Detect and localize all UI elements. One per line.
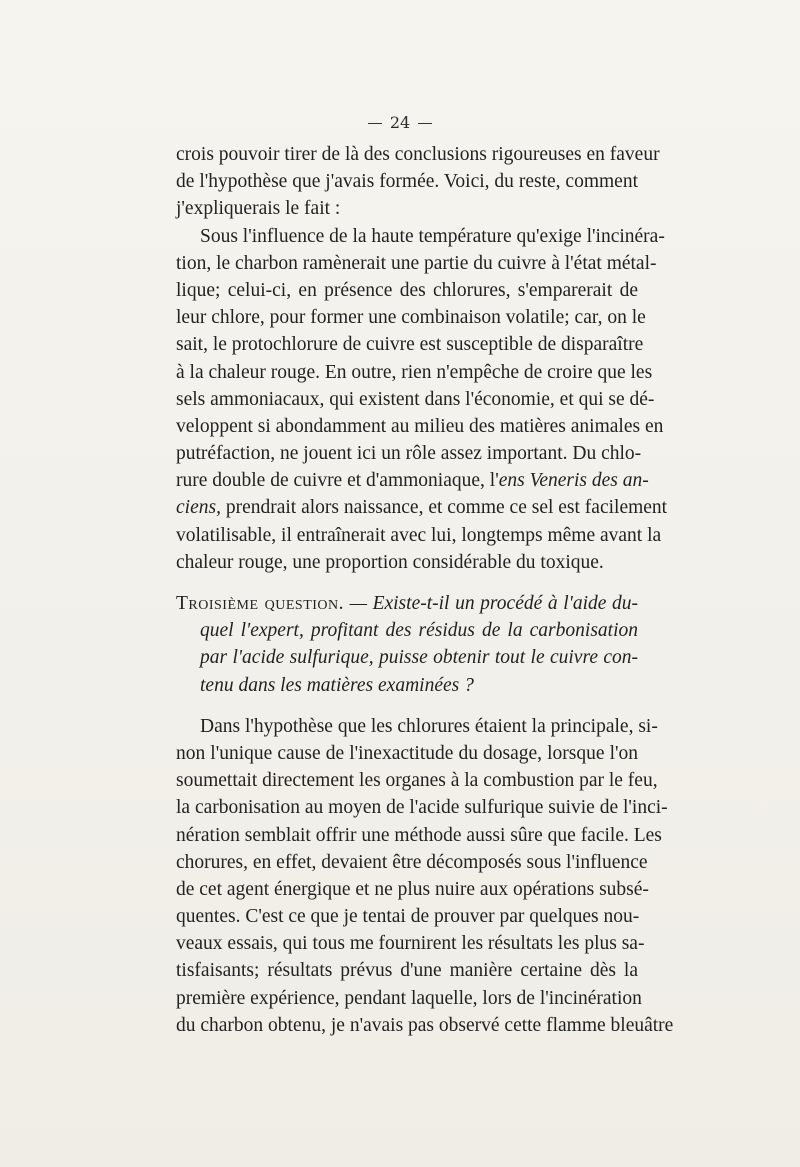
text-line: la carbonisation au moyen de l'acide sulfurique suivie de l'inci- — [176, 797, 668, 819]
text-line: leur chlore, pour former une combinaison volatile; car, on le — [176, 307, 646, 329]
italic-segment: ciens, — [176, 497, 221, 519]
text-line: tisfaisants; résultats prévus d'une manière certaine dès la — [176, 960, 638, 982]
question-text: — Existe-t-il un procédé à l'aide du- — [344, 593, 639, 614]
question-block — [176, 590, 638, 699]
dash-right — [418, 123, 432, 124]
text-line: à la chaleur rouge. En outre, rien n'empêche de croire que les — [176, 361, 653, 383]
text-line: nération semblait offrir une méthode aussi sûre que facile. Les — [176, 824, 662, 846]
text-line-mixed — [176, 494, 668, 521]
text-line: de l'hypothèse que j'avais formée. Voici, du reste, comment — [176, 171, 638, 193]
text-line: non l'unique cause de l'inexactitude du dosage, lorsque l'on — [176, 742, 638, 764]
text-line: quentes. C'est ce que je tentai de prouver par quelques nou- — [176, 906, 640, 928]
paragraph-2 — [176, 223, 668, 576]
question-line: tenu dans les matières examinées ? — [200, 674, 474, 696]
text-line: veloppent si abondamment au milieu des matières animales en — [176, 415, 664, 437]
spacer — [176, 576, 638, 590]
text-line: sels ammoniacaux, qui existent dans l'économie, et qui se dé- — [176, 388, 655, 410]
question-line: par l'acide sulfurique, puisse obtenir tout le cuivre con- — [200, 647, 638, 669]
text-line-mixed — [176, 467, 649, 494]
text-line: du charbon obtenu, je n'avais pas observé cette flamme bleuâtre — [176, 1014, 674, 1036]
dash-left — [368, 123, 382, 124]
paragraph-1 — [176, 141, 660, 223]
text-line: veaux essais, qui tous me fournirent les résultats les plus sa- — [176, 933, 645, 955]
text-line: crois pouvoir tirer de là des conclusions rigoureuses en faveur — [176, 144, 660, 165]
italic-segment: ens Veneris des an- — [498, 470, 649, 492]
text-line: tion, le charbon ramènerait une partie du cuivre à l'état métal- — [176, 252, 657, 274]
text-segment: rure double de cuivre et d'ammoniaque, l' — [176, 470, 499, 492]
paragraph-3 — [176, 713, 674, 1039]
question-line — [176, 590, 638, 617]
text-line: sait, le protochlorure de cuivre est susceptible de disparaître — [176, 334, 644, 356]
page-number-value: 24 — [389, 113, 411, 132]
text-line: lique; celui-ci, en présence des chlorures, s'emparerait de — [176, 279, 638, 301]
text-segment: prendrait alors naissance, et comme ce sel est facilement — [220, 497, 668, 519]
spacer — [176, 699, 638, 713]
page-number — [0, 113, 800, 132]
text-line: de cet agent énergique et ne plus nuire aux opérations subsé- — [176, 878, 649, 900]
text-line: Dans l'hypothèse que les chlorures étaient la principale, si- — [200, 715, 658, 737]
text-line: j'expliquerais le fait : — [176, 198, 341, 220]
question-line: quel l'expert, profitant des résidus de la carbonisation — [200, 620, 638, 642]
text-line: première expérience, pendant laquelle, lors de l'incinération — [176, 987, 642, 1009]
body-text — [176, 141, 674, 1039]
text-line: chaleur rouge, une proportion considérable du toxique. — [176, 551, 604, 573]
text-line: Sous l'influence de la haute température qu'exige l'incinéra- — [200, 225, 665, 247]
text-line: volatilisable, il entraînerait avec lui, longtemps même avant la — [176, 524, 662, 546]
question-label: Troisième question. — [176, 593, 345, 614]
text-line: soumettait directement les organes à la combustion par le feu, — [176, 770, 658, 792]
text-line: chorures, en effet, devaient être décomposés sous l'influence — [176, 851, 648, 873]
text-line: putréfaction, ne jouent ici un rôle assez important. Du chlo- — [176, 443, 642, 465]
